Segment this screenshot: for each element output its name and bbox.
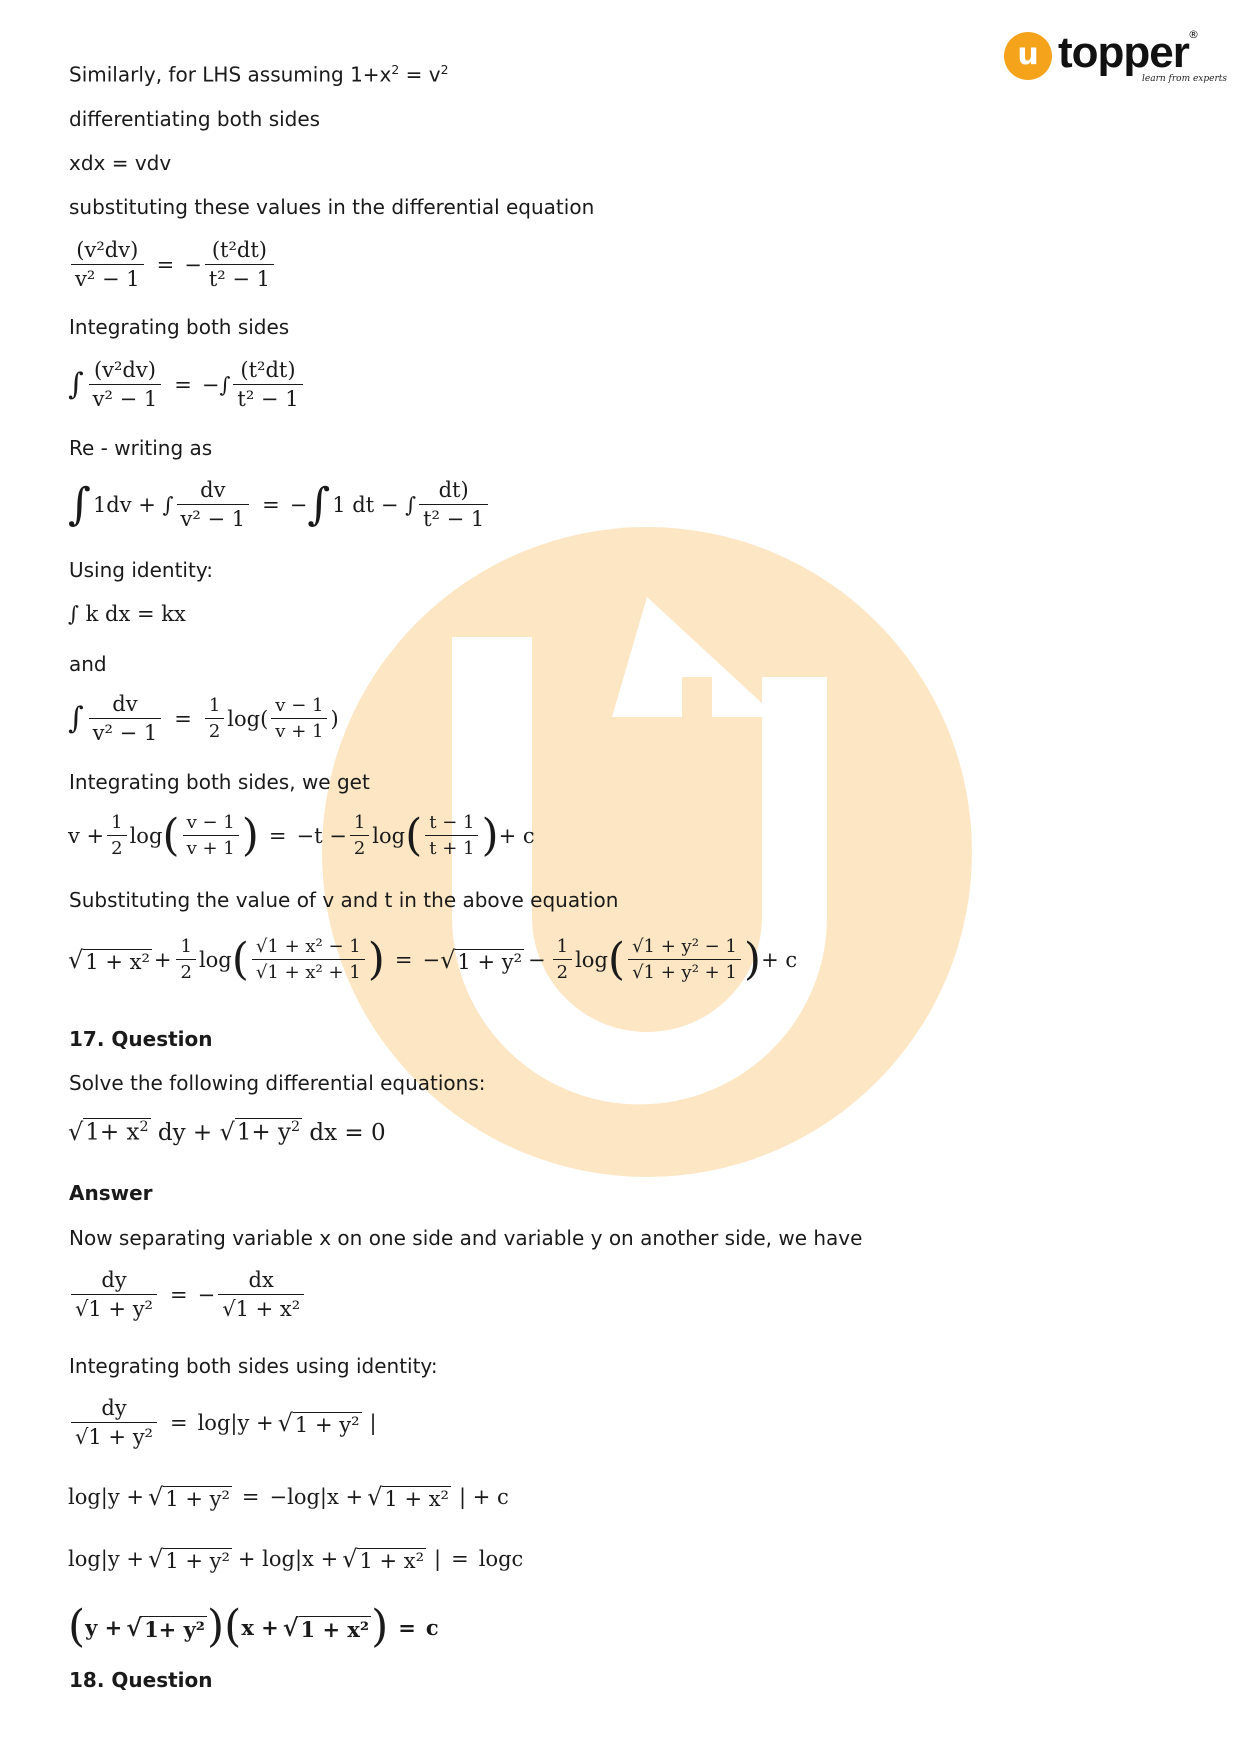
question-17-heading: 17. Question [69,1027,213,1051]
equation-9: $\frac{dy}{\text{√1 + y²}}$ = − $\frac{dx}{\text{√1 + x²}}$ [68,1268,307,1321]
topper-logo [1004,28,1228,90]
text-line: Similarly, for LHS assuming $1+x^2 = v^2$ [69,62,449,87]
text-line: Using identity: [69,558,213,582]
equation-5: ∫ $\frac{dv}{\text{v² − 1}}$ = $\frac{1}{2}$ log( $\frac{v - 1}{v + 1}$ ) [68,692,339,745]
text-line: Integrating both sides, we get [69,770,370,794]
text-line: Re - writing as [69,436,213,460]
equation-7: √ 1 + x² + $\frac{1}{2}$ log ( $\frac{\text{√1 + x² − 1}}{\text{√1 + x² + 1}}$ ) = − √ 1 + y² − $\frac{1}{2}$ log ( $\frac{\text{√1 + y² − 1}}{\text{√1 + y² + 1}}$ ) + c [68,933,798,985]
text-line: Now separating variable x on one side and variable y on another side, we have [69,1226,863,1250]
text-line: xdx = vdv [69,151,172,175]
answer-heading: Answer [69,1181,153,1205]
equation-11: log|y + √ 1 + y² = −log|x + √ 1 + x² | + c [68,1483,509,1511]
equation-4: ∫ k dx = kx [68,602,186,626]
equation-2: ∫ $\frac{\text{(v²dv)}}{\text{v² − 1}}$ = −∫ $\frac{\text{(t²dt)}}{\text{t² − 1}}$ [68,358,306,411]
logo-brand: topper [1058,28,1189,77]
text-line: and [69,652,107,676]
text-line: Solve the following differential equations: [69,1071,486,1095]
equation-13: ( y + √ 1+ y² ) ( x + √ 1 + x² ) = c [68,1601,439,1652]
equation-10: $\frac{dy}{\text{√1 + y²}}$ = log|y + √ 1 + y² | [68,1396,377,1449]
text-line: Integrating both sides using identity: [69,1354,438,1378]
question-18-heading: 18. Question [69,1668,213,1692]
equation-12: log|y + √ 1 + y² + log|x + √ 1 + x² | = logc [68,1545,524,1573]
text-line: Integrating both sides [69,315,290,339]
logo-tagline: learn from experts [1142,74,1228,84]
text-line: substituting these values in the differential equation [69,195,595,219]
text-line: differentiating both sides [69,107,321,131]
equation-8: √ $1+ x^2$ dy + √ $1+ y^2$ dx = 0 [68,1118,386,1146]
logo-registered: ® [1188,28,1199,41]
equation-1: $\frac{\text{(v²dv)}}{\text{v² − 1}}$ = − $\frac{\text{(t²dt)}}{\text{t² − 1}}$ [68,238,277,291]
equation-6: v + $\frac{1}{2}$ log ( $\frac{v - 1}{v + 1}$ ) = −t − $\frac{1}{2}$ log ( $\frac{t - 1}{t + 1}$ ) + c [68,809,535,861]
logo-letter: u [1017,37,1039,72]
text-line: Substituting the value of v and t in the above equation [69,888,619,912]
equation-3: ∫ 1dv + ∫ $\frac{dv}{\text{v² − 1}}$ = − ∫ 1 dt − ∫ $\frac{dt)}{\text{t² − 1}}$ [68,478,491,531]
